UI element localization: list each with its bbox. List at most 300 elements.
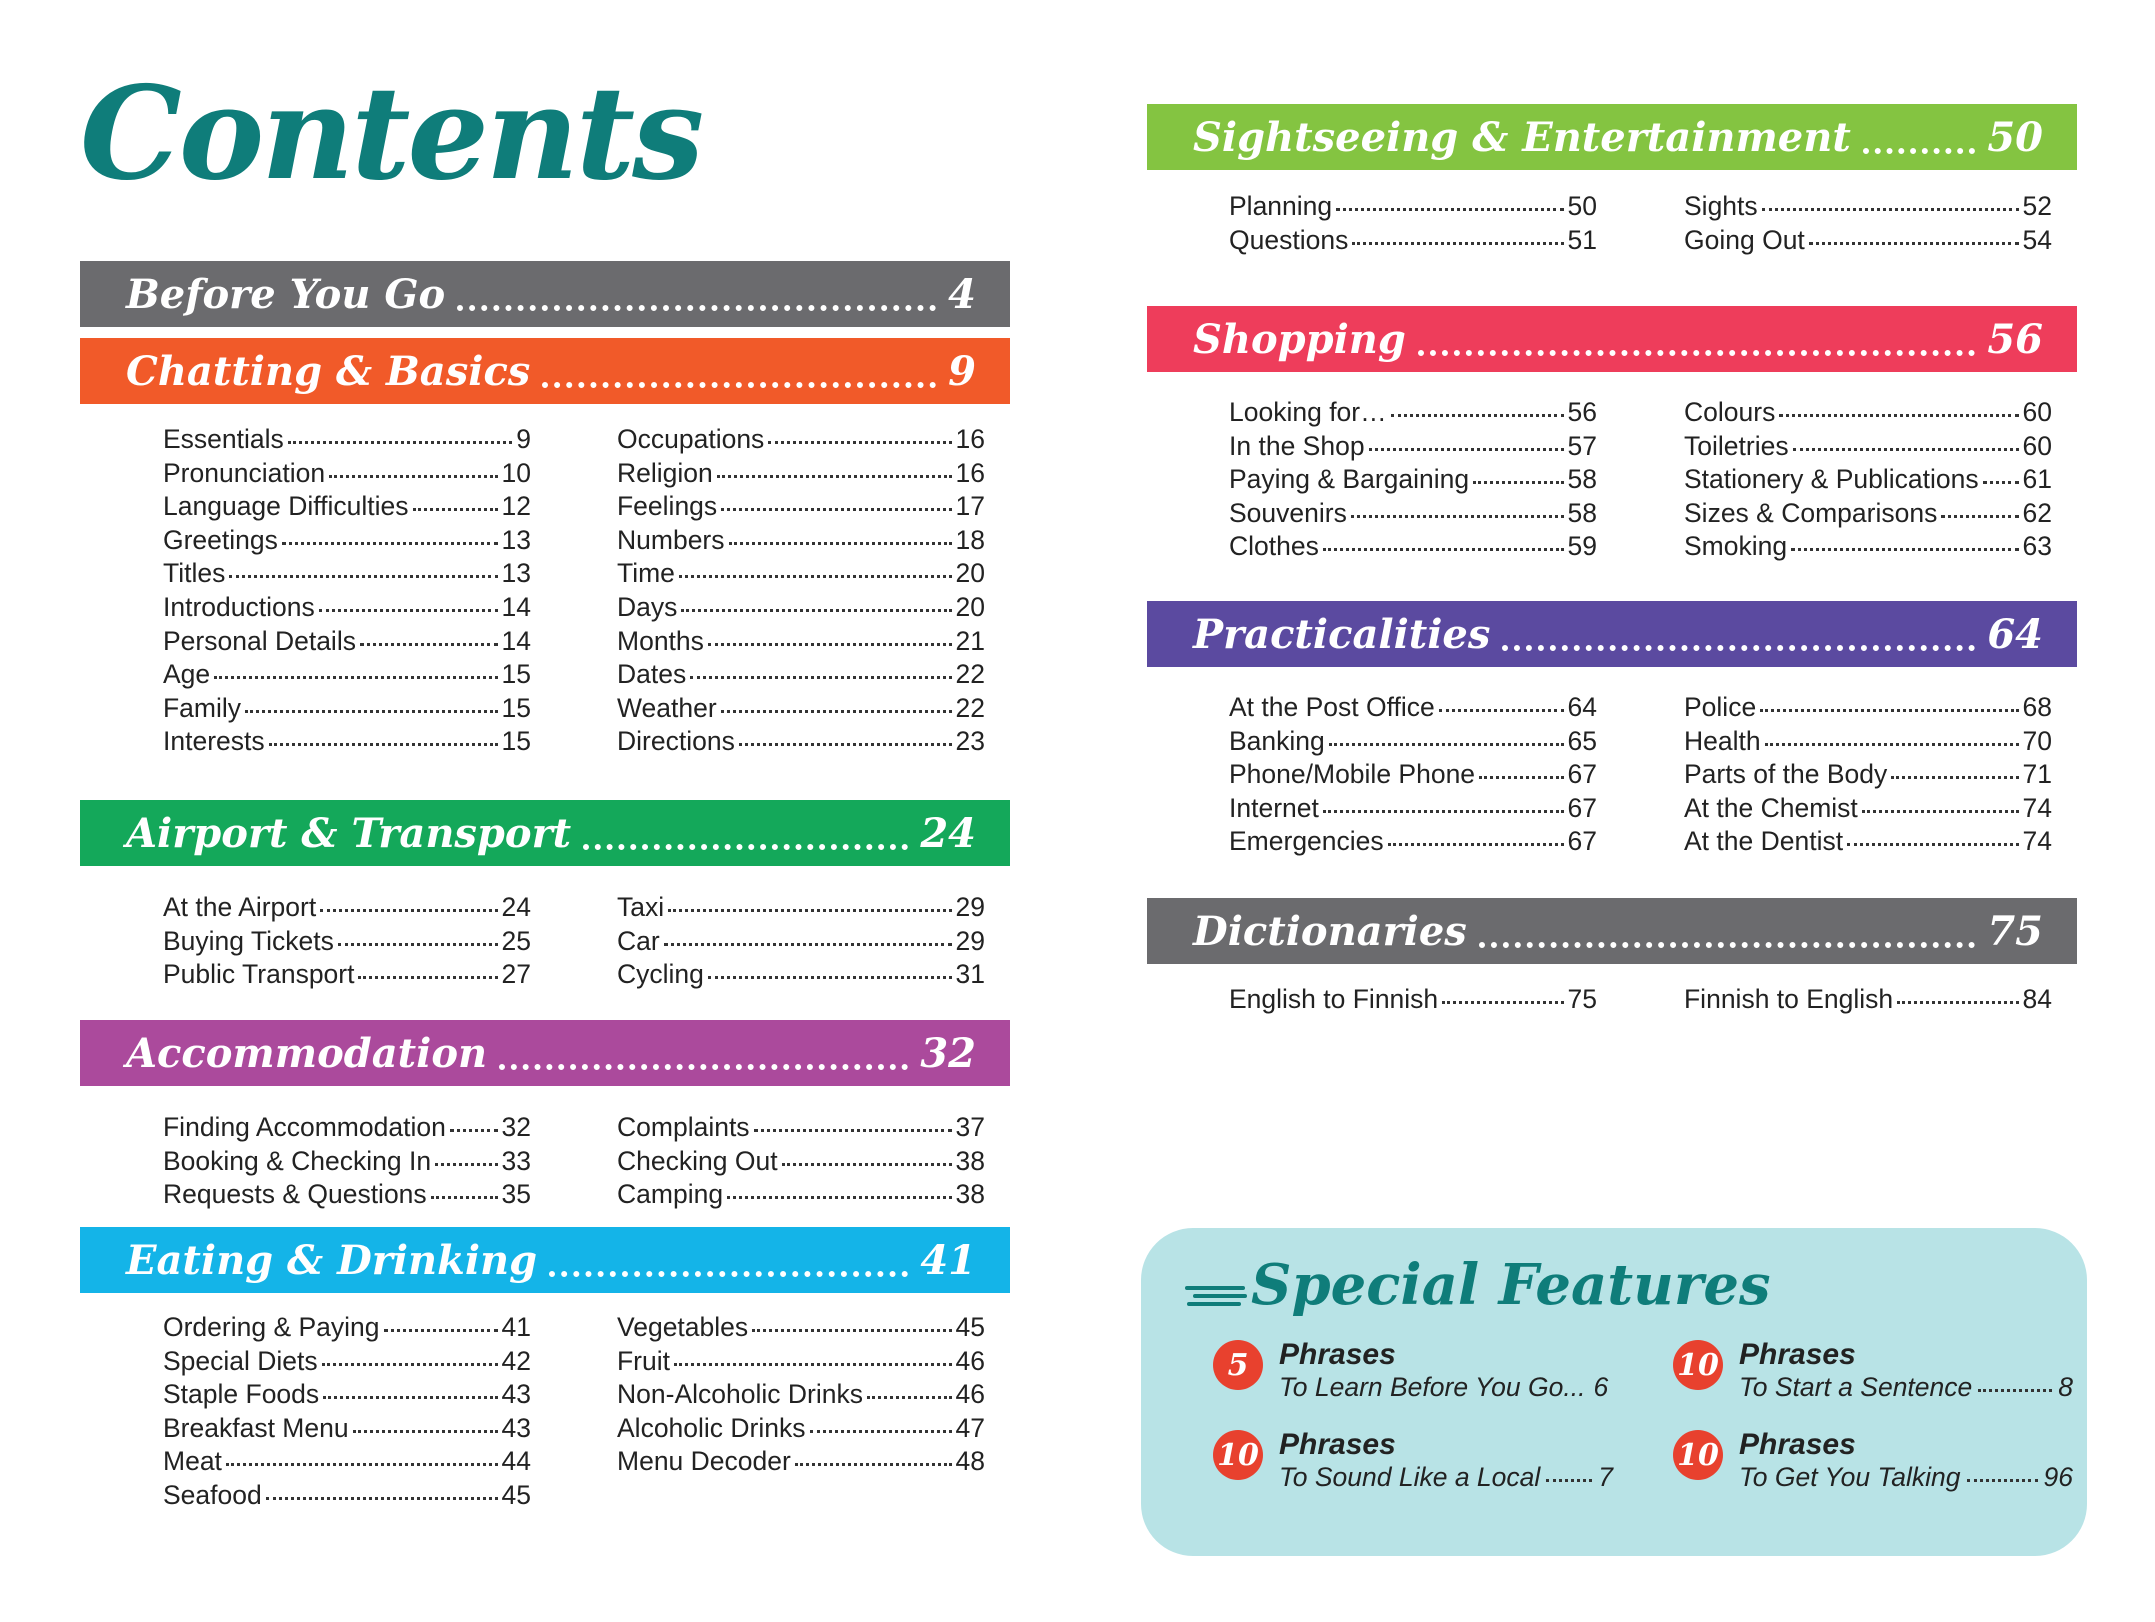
entry-page: 71 <box>2022 759 2052 790</box>
entry-page: 9 <box>516 424 531 454</box>
entry-label: Seafood <box>163 1479 262 1510</box>
feature-subtitle <box>1739 1462 2073 1493</box>
entry-label: Complaints <box>617 1112 750 1142</box>
feature-heading: Phrases <box>1739 1428 1856 1461</box>
section-airport-transport[interactable] <box>80 800 1010 866</box>
toc-entry[interactable] <box>163 1178 531 1212</box>
entry-page: 15 <box>501 726 531 757</box>
entry-page: 22 <box>955 659 985 690</box>
toc-entry[interactable] <box>617 891 985 925</box>
speed-lines-icon <box>1185 1280 1247 1310</box>
feature-subtitle-text: To Sound Like a Local <box>1279 1462 1541 1492</box>
section-page: 32 <box>920 1029 976 1077</box>
leader-dots <box>358 976 497 979</box>
leader-dots <box>288 441 512 444</box>
leader-dots <box>384 1329 498 1332</box>
entry-label: Months <box>617 625 704 656</box>
feature-page: 8 <box>2058 1372 2073 1402</box>
leader-dots <box>1473 481 1563 484</box>
entry-page: 24 <box>501 892 531 922</box>
entry-page: 48 <box>955 1446 985 1477</box>
entry-page: 16 <box>955 457 985 488</box>
toc-entry[interactable] <box>163 423 531 457</box>
entry-label: Buying Tickets <box>163 925 334 956</box>
entry-label: Souvenirs <box>1229 497 1347 528</box>
feature-page: 96 <box>2043 1462 2073 1492</box>
toc-entry[interactable] <box>617 457 985 491</box>
toc-entry[interactable] <box>617 1412 985 1446</box>
entry-page: 63 <box>2022 531 2052 562</box>
toc-entry[interactable] <box>1229 825 1597 859</box>
leader-dots <box>1862 810 2019 813</box>
entry-page: 13 <box>501 524 531 555</box>
entry-page: 32 <box>501 1112 531 1142</box>
eating-right-column <box>617 1311 985 1479</box>
dictionaries-right-column <box>1684 983 2052 1017</box>
section-name: Airport & Transport <box>126 809 572 857</box>
toc-entry[interactable] <box>1684 825 2052 859</box>
toc-entry[interactable] <box>617 1445 985 1479</box>
leader-dots <box>1479 776 1563 779</box>
leader-dots <box>435 1163 497 1166</box>
leader-dots <box>1762 208 2019 211</box>
leader-dots <box>752 1329 951 1332</box>
leader-dots <box>727 1196 951 1199</box>
toc-entry[interactable] <box>617 1145 985 1179</box>
toc-entry[interactable] <box>1229 725 1597 759</box>
leader-dots <box>1479 942 1976 948</box>
toc-entry[interactable] <box>617 591 985 625</box>
toc-entry[interactable] <box>1229 983 1597 1017</box>
entry-page: 35 <box>501 1179 531 1210</box>
toc-entry[interactable] <box>617 557 985 591</box>
entry-label: Colours <box>1684 397 1776 427</box>
feature-subtitle-text: To Get You Talking <box>1739 1462 1961 1492</box>
toc-entry[interactable] <box>163 692 531 726</box>
leader-dots <box>768 441 951 444</box>
section-name: Chatting & Basics <box>126 347 531 395</box>
entry-page: 46 <box>955 1345 985 1376</box>
toc-entry[interactable] <box>163 524 531 558</box>
leader-dots <box>1502 645 1975 651</box>
leader-dots <box>1336 208 1563 211</box>
toc-entry[interactable] <box>617 1345 985 1379</box>
toc-entry[interactable] <box>1229 430 1597 464</box>
entry-label: Interests <box>163 726 265 757</box>
entry-page: 50 <box>1567 191 1597 221</box>
toc-entry[interactable] <box>1229 792 1597 826</box>
entry-label: Feelings <box>617 491 718 522</box>
dictionaries-left-column <box>1229 983 1597 1017</box>
entry-label: Menu Decoder <box>617 1446 791 1477</box>
leader-dots <box>1978 1389 2052 1392</box>
toc-entry[interactable] <box>163 591 531 625</box>
shopping-left-column <box>1229 396 1597 564</box>
entry-label: Fruit <box>617 1345 670 1376</box>
page-title: Contents <box>80 59 702 209</box>
leader-dots <box>679 575 952 578</box>
section-page: 4 <box>948 270 976 318</box>
entry-page: 74 <box>2022 826 2052 857</box>
entry-page: 21 <box>955 625 985 656</box>
leader-dots <box>795 1463 952 1466</box>
leader-dots <box>1891 776 2018 779</box>
entry-page: 65 <box>1567 725 1597 756</box>
toc-entry[interactable] <box>617 524 985 558</box>
entry-page: 67 <box>1567 792 1597 823</box>
toc-entry[interactable] <box>1684 725 2052 759</box>
entry-page: 60 <box>2022 397 2052 427</box>
entry-label: Looking for… <box>1229 397 1387 427</box>
toc-entry[interactable] <box>1229 463 1597 497</box>
entry-page: 17 <box>955 491 985 522</box>
entry-page: 62 <box>2022 497 2052 528</box>
entry-page: 41 <box>501 1312 531 1342</box>
leader-dots <box>1809 242 2019 245</box>
section-practicalities[interactable] <box>1147 601 2077 667</box>
feature-subtitle <box>1279 1462 1613 1493</box>
entry-label: Stationery & Publications <box>1684 464 1979 495</box>
leader-dots <box>431 1196 498 1199</box>
entry-page: 33 <box>501 1145 531 1176</box>
entry-page: 74 <box>2022 792 2052 823</box>
entry-label: Weather <box>617 692 717 723</box>
toc-entry[interactable] <box>163 1479 531 1513</box>
entry-label: Requests & Questions <box>163 1179 427 1210</box>
leader-dots <box>1418 350 1975 356</box>
entry-label: Titles <box>163 558 226 589</box>
entry-label: Sizes & Comparisons <box>1684 497 1938 528</box>
leader-dots <box>729 542 952 545</box>
leader-dots <box>320 909 497 912</box>
entry-label: Cycling <box>617 959 704 990</box>
leader-dots <box>499 1064 908 1070</box>
practicalities-right-column <box>1684 691 2052 859</box>
leader-dots <box>717 475 952 478</box>
toc-entry[interactable] <box>1684 463 2052 497</box>
feature-heading: Phrases <box>1739 1338 1856 1371</box>
toc-entry[interactable] <box>163 490 531 524</box>
entry-page: 59 <box>1567 531 1597 562</box>
entry-page: 45 <box>955 1312 985 1342</box>
leader-dots <box>1352 242 1563 245</box>
toc-entry[interactable] <box>617 1311 985 1345</box>
entry-page: 23 <box>955 726 985 757</box>
toc-entry[interactable] <box>1684 396 2052 430</box>
section-page: 56 <box>1987 315 2043 363</box>
entry-label: Ordering & Paying <box>163 1312 380 1342</box>
leader-dots <box>867 1396 952 1399</box>
chatting-right-column <box>617 423 985 759</box>
entry-page: 29 <box>955 925 985 956</box>
entry-page: 44 <box>501 1446 531 1477</box>
entry-label: At the Post Office <box>1229 692 1435 722</box>
toc-entry[interactable] <box>163 891 531 925</box>
section-name: Shopping <box>1193 315 1406 363</box>
entry-label: Emergencies <box>1229 826 1384 857</box>
section-sightseeing-entertainment[interactable] <box>1147 104 2077 170</box>
leader-dots <box>319 609 498 612</box>
leader-dots <box>1760 709 2018 712</box>
entry-label: Non-Alcoholic Drinks <box>617 1379 863 1410</box>
entry-label: Occupations <box>617 424 765 454</box>
entry-label: Directions <box>617 726 735 757</box>
entry-page: 60 <box>2022 430 2052 461</box>
entry-label: Public Transport <box>163 959 355 990</box>
entry-page: 31 <box>955 959 985 990</box>
leader-dots <box>1791 548 2018 551</box>
entry-label: Dates <box>617 659 687 690</box>
entry-label: Vegetables <box>617 1312 749 1342</box>
entry-label: Time <box>617 558 675 589</box>
leader-dots <box>1369 448 1564 451</box>
leader-dots <box>266 1497 498 1500</box>
entry-label: Personal Details <box>163 625 356 656</box>
leader-dots <box>1329 743 1564 746</box>
entry-page: 15 <box>501 659 531 690</box>
entry-label: At the Chemist <box>1684 792 1858 823</box>
toc-entry[interactable] <box>1229 758 1597 792</box>
special-features-title: Special Features <box>1251 1252 1771 1318</box>
toc-entry[interactable] <box>163 1445 531 1479</box>
leader-dots <box>323 1396 497 1399</box>
leader-dots <box>1863 148 1976 154</box>
section-page: 50 <box>1987 113 2043 161</box>
toc-entry[interactable] <box>1229 190 1597 224</box>
entry-page: 10 <box>501 457 531 488</box>
toc-entry[interactable] <box>1684 691 2052 725</box>
entry-label: Health <box>1684 725 1761 756</box>
entry-label: Pronunciation <box>163 457 326 488</box>
toc-entry[interactable] <box>617 725 985 759</box>
feature-subtitle-text: To Learn Before You Go... <box>1279 1372 1586 1402</box>
leader-dots <box>810 1430 952 1433</box>
number-badge-icon: 10 <box>1673 1340 1723 1390</box>
entry-label: Religion <box>617 457 713 488</box>
toc-entry[interactable] <box>617 958 985 992</box>
section-page: 41 <box>920 1236 976 1284</box>
entry-page: 64 <box>1567 692 1597 722</box>
leader-dots <box>664 943 952 946</box>
entry-label: Essentials <box>163 424 284 454</box>
toc-entry[interactable] <box>1229 530 1597 564</box>
toc-entry[interactable] <box>1229 396 1597 430</box>
entry-page: 20 <box>955 591 985 622</box>
toc-entry[interactable] <box>163 625 531 659</box>
entry-page: 45 <box>501 1479 531 1510</box>
practicalities-left-column <box>1229 691 1597 859</box>
entry-label: Finding Accommodation <box>163 1112 446 1142</box>
section-page: 9 <box>948 347 976 395</box>
entry-label: Family <box>163 692 242 723</box>
leader-dots <box>1941 515 2018 518</box>
entry-page: 70 <box>2022 725 2052 756</box>
entry-page: 13 <box>501 558 531 589</box>
toc-entry[interactable] <box>1229 497 1597 531</box>
section-accommodation[interactable] <box>80 1020 1010 1086</box>
toc-entry[interactable] <box>163 1311 531 1345</box>
leader-dots <box>322 1363 498 1366</box>
entry-page: 20 <box>955 558 985 589</box>
toc-entry[interactable] <box>1684 792 2052 826</box>
entry-label: Police <box>1684 692 1757 722</box>
entry-page: 52 <box>2022 191 2052 221</box>
toc-entry[interactable] <box>617 1111 985 1145</box>
entry-page: 38 <box>955 1145 985 1176</box>
section-dictionaries[interactable] <box>1147 898 2077 964</box>
entry-label: Phone/Mobile Phone <box>1229 759 1476 790</box>
entry-label: Finnish to English <box>1684 984 1894 1014</box>
leader-dots <box>668 909 951 912</box>
toc-entry[interactable] <box>617 625 985 659</box>
section-eating-drinking[interactable] <box>80 1227 1010 1293</box>
leader-dots <box>1779 414 2018 417</box>
feature-page: 6 <box>1593 1372 1609 1402</box>
leader-dots <box>229 575 497 578</box>
toc-entry[interactable] <box>163 658 531 692</box>
leader-dots <box>690 676 951 679</box>
toc-entry[interactable] <box>1684 497 2052 531</box>
feature-subtitle <box>1279 1372 1613 1403</box>
toc-entry[interactable] <box>1684 430 2052 464</box>
toc-entry[interactable] <box>617 925 985 959</box>
sightseeing-left-column <box>1229 190 1597 257</box>
entry-label: Paying & Bargaining <box>1229 464 1470 495</box>
entry-page: 56 <box>1567 397 1597 427</box>
toc-entry[interactable] <box>617 1378 985 1412</box>
shopping-right-column <box>1684 396 2052 564</box>
toc-entry[interactable] <box>163 1111 531 1145</box>
leader-dots <box>674 1363 952 1366</box>
leader-dots <box>721 710 952 713</box>
entry-page: 15 <box>501 692 531 723</box>
special-features-box <box>1141 1228 2087 1556</box>
section-chatting-basics[interactable] <box>80 338 1010 404</box>
leader-dots <box>269 743 498 746</box>
toc-entry[interactable] <box>617 1178 985 1212</box>
toc-entry[interactable] <box>163 958 531 992</box>
entry-label: Special Diets <box>163 1345 318 1376</box>
leader-dots <box>1967 1479 2038 1482</box>
entry-label: Camping <box>617 1179 724 1210</box>
toc-entry[interactable] <box>1684 983 2052 1017</box>
entry-label: English to Finnish <box>1229 984 1439 1014</box>
entry-label: Staple Foods <box>163 1379 320 1410</box>
entry-label: Introductions <box>163 591 315 622</box>
section-name: Accommodation <box>126 1029 488 1077</box>
entry-label: Greetings <box>163 524 278 555</box>
entry-page: 38 <box>955 1179 985 1210</box>
toc-entry[interactable] <box>163 557 531 591</box>
leader-dots <box>353 1430 498 1433</box>
leader-dots <box>1847 843 2018 846</box>
accommodation-left-column <box>163 1111 531 1212</box>
entry-page: 22 <box>955 692 985 723</box>
toc-entry[interactable] <box>617 658 985 692</box>
entry-label: Language Difficulties <box>163 491 409 522</box>
toc-entry[interactable] <box>163 725 531 759</box>
leader-dots <box>1391 414 1564 417</box>
entry-page: 67 <box>1567 759 1597 790</box>
entry-label: Taxi <box>617 892 665 922</box>
number-badge-icon: 10 <box>1673 1430 1723 1480</box>
entry-page: 84 <box>2022 984 2052 1014</box>
entry-page: 18 <box>955 524 985 555</box>
toc-entry[interactable] <box>163 1345 531 1379</box>
leader-dots <box>450 1129 498 1132</box>
toc-entry[interactable] <box>163 457 531 491</box>
entry-page: 37 <box>955 1112 985 1142</box>
toc-entry[interactable] <box>163 1378 531 1412</box>
leader-dots <box>754 1129 952 1132</box>
leader-dots <box>721 508 951 511</box>
leader-dots <box>226 1463 498 1466</box>
toc-entry[interactable] <box>617 490 985 524</box>
section-shopping[interactable] <box>1147 306 2077 372</box>
leader-dots <box>708 976 952 979</box>
entry-page: 58 <box>1567 497 1597 528</box>
entry-label: Breakfast Menu <box>163 1412 349 1443</box>
entry-page: 43 <box>501 1379 531 1410</box>
toc-entry[interactable] <box>163 1412 531 1446</box>
entry-label: Meat <box>163 1446 222 1477</box>
entry-page: 51 <box>1567 224 1597 255</box>
entry-page: 42 <box>501 1345 531 1376</box>
toc-entry[interactable] <box>163 925 531 959</box>
entry-label: Days <box>617 591 678 622</box>
entry-label: Toiletries <box>1684 430 1789 461</box>
entry-label: Car <box>617 925 660 956</box>
toc-entry[interactable] <box>1229 224 1597 258</box>
toc-entry[interactable] <box>1684 530 2052 564</box>
leader-dots <box>457 305 936 311</box>
toc-entry[interactable] <box>1684 190 2052 224</box>
section-name: Eating & Drinking <box>126 1236 538 1284</box>
leader-dots <box>1793 448 2019 451</box>
entry-page: 43 <box>501 1412 531 1443</box>
entry-label: Questions <box>1229 224 1349 255</box>
toc-entry[interactable] <box>1684 758 2052 792</box>
entry-page: 68 <box>2022 692 2052 722</box>
leader-dots <box>681 609 951 612</box>
entry-page: 25 <box>501 925 531 956</box>
entry-label: Planning <box>1229 191 1333 221</box>
entry-page: 12 <box>501 491 531 522</box>
entry-page: 75 <box>1567 984 1597 1014</box>
toc-entry[interactable] <box>1684 224 2052 258</box>
toc-entry[interactable] <box>1229 691 1597 725</box>
entry-page: 46 <box>955 1379 985 1410</box>
section-name: Sightseeing & Entertainment <box>1193 113 1851 161</box>
leader-dots <box>1323 548 1564 551</box>
leader-dots <box>360 643 498 646</box>
entry-label: In the Shop <box>1229 430 1365 461</box>
toc-entry[interactable] <box>617 692 985 726</box>
toc-entry[interactable] <box>163 1145 531 1179</box>
leader-dots <box>782 1163 952 1166</box>
feature-subtitle <box>1739 1372 2073 1403</box>
leader-dots <box>1983 481 2019 484</box>
entry-page: 16 <box>955 424 985 454</box>
leader-dots <box>542 382 936 388</box>
entry-page: 57 <box>1567 430 1597 461</box>
leader-dots <box>282 542 498 545</box>
entry-page: 14 <box>501 591 531 622</box>
section-before-you-go[interactable] <box>80 261 1010 327</box>
leader-dots <box>1323 810 1564 813</box>
toc-entry[interactable] <box>617 423 985 457</box>
section-page: 75 <box>1987 907 2043 955</box>
